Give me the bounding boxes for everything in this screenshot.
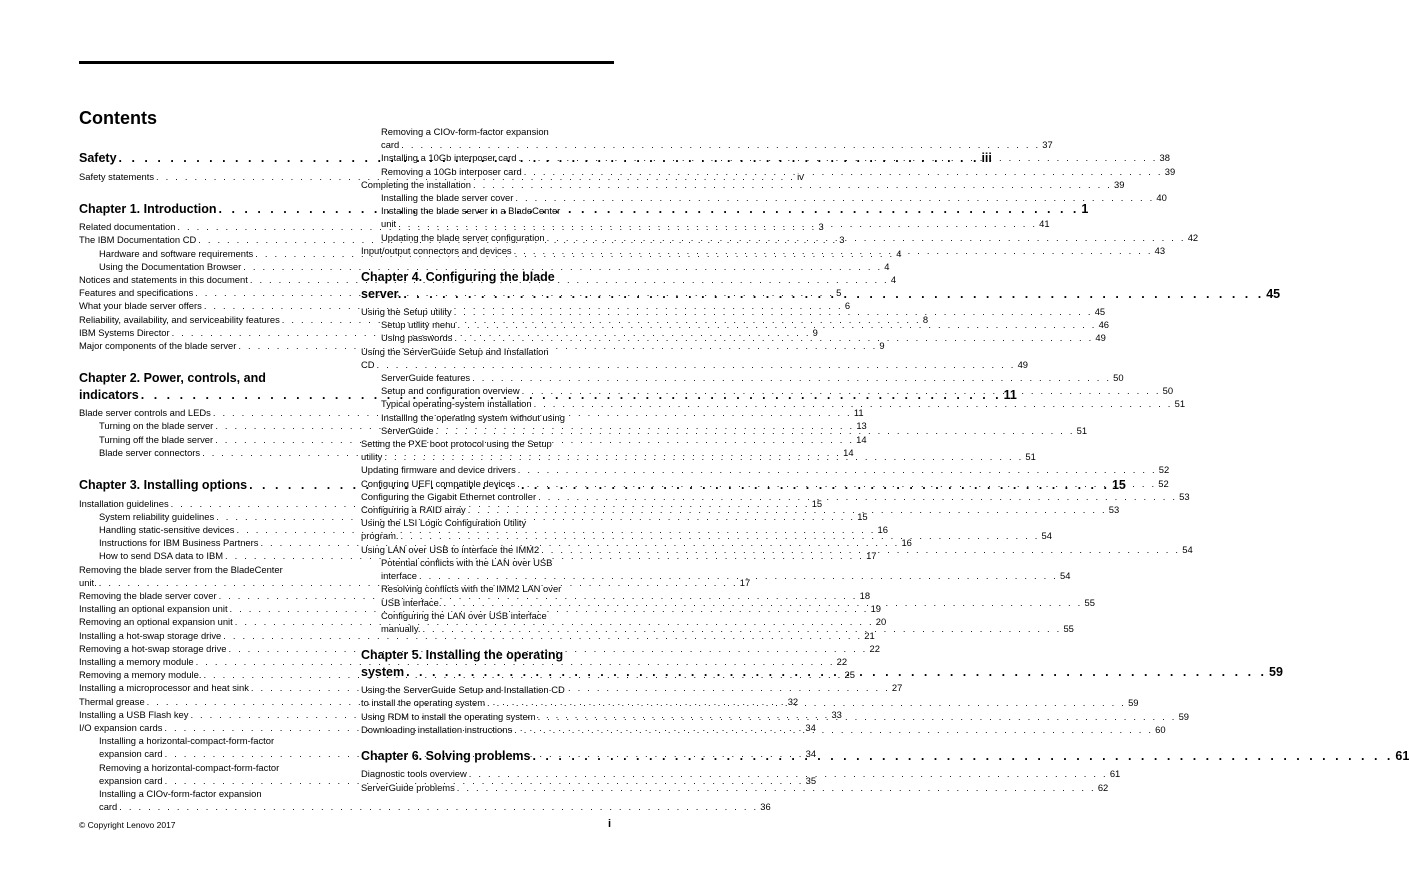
dot-leader [399,529,1040,542]
toc-page-number: 43 [1154,244,1166,256]
toc-entry-title-line: Handling static-sensitive devices [99,523,235,535]
toc-entry[interactable] [361,331,1106,344]
toc-entry-title-line: expansion card [99,748,163,760]
toc-entry-title-line: Safety [79,151,117,165]
toc-entry-title-line: utility [361,451,383,463]
toc-page-number: 62 [1097,781,1109,793]
toc-page-number: 34 [805,722,816,733]
toc-entry-title-line: Installation guidelines [79,497,169,509]
toc-entry[interactable] [79,629,875,642]
toc-entry-title-line: Installing a 10Gb interposer card [381,152,517,164]
toc-page-number: 8 [922,313,929,325]
toc-entry-title-line: Completing the installation [361,178,471,190]
dot-leader [520,384,1161,397]
toc-entry-title-line: Blade server connectors [99,446,201,458]
toc-entry-title-line: unit. [79,576,97,588]
toc-entry-title-line: Chapter 4. Configuring the blade [361,270,555,285]
toc-page-number: 1 [1081,201,1089,216]
toc-page-number: 14 [856,433,867,445]
toc-entry-title-line: Using the Documentation Browser [99,260,242,272]
toc-page-number: 15 [1111,478,1126,493]
dot-leader [516,463,1157,476]
toc-entry[interactable] [361,204,1050,230]
toc-entry-title-line: Installing a horizontal-compact-form-factor [99,735,275,747]
dot-leader [452,331,1093,344]
toc-entry-title-line: I/O expansion cards [79,722,163,733]
toc-entry-title-line: ServerGuide features [381,372,471,384]
toc-page-number: 15 [857,510,868,522]
toc-entry-title-line: server. [361,286,402,301]
toc-page-number: 59 [1269,664,1283,679]
toc-entry-title-line: unit [381,218,397,230]
toc-entry-title-line: indicators [79,387,139,402]
dot-leader [545,231,1186,244]
toc-page-number: 53 [1179,490,1190,502]
dot-leader [420,622,1061,635]
toc-page-number: 5 [836,287,842,299]
toc-entry-title-line: Thermal grease [79,695,145,707]
toc-entry-title-line: ServerGuide [381,424,434,436]
toc-entry-title-line: to install the operating system [361,697,486,709]
toc-entry-title-line: card [381,139,400,151]
toc-page-number: 55 [1063,622,1074,634]
toc-page-number: 45 [1094,306,1106,318]
toc-page-number: 53 [1108,504,1120,516]
toc-page-number: 22 [836,655,848,667]
toc-entry-title-line: Diagnostic tools overview [361,768,467,780]
toc-page-number: 3 [839,234,845,246]
toc-entry[interactable] [361,191,1167,204]
top-rule [79,61,614,64]
dot-leader [470,371,1111,384]
toc-entry-title-line: ServerGuide problems [361,781,455,793]
toc-page-number: 4 [896,247,902,259]
dot-leader [455,781,1096,794]
toc-entry-title-line: The IBM Documentation CD [79,234,197,246]
toc-entry-title-line: Chapter 3. Installing options [79,478,248,493]
toc-page-number: 52 [1158,464,1170,476]
toc-entry-title-line: Chapter 1. Introduction [79,201,217,216]
toc-page-number: 4 [884,260,890,272]
dot-leader [375,358,1016,371]
toc-entry-title-line: Installing an optional expansion unit [79,603,228,615]
toc-entry-title-line: IBM Systems Director [79,326,170,338]
dot-leader [117,800,758,813]
toc-page-number: 18 [859,589,871,601]
toc-page-number: 34 [805,748,817,760]
toc-entry-title-line: Notices and statements in this document [79,274,248,286]
dot-leader [530,748,1393,765]
toc-page-number: 61 [1395,748,1409,763]
toc-entry-title-line: Setup and configuration overview [381,385,520,397]
toc-entry-title-line: card [99,801,118,813]
toc-entry[interactable] [361,397,1186,410]
toc-entry-title-line: Removing a memory module. [79,669,202,681]
dot-leader [441,596,1082,609]
toc-entry-title-line: Installing the operating system without using [381,411,565,423]
dot-leader [471,178,1112,191]
toc-entry-title-line: Using LAN over USB to interface the IMM2 [361,543,540,555]
toc-entry-title-line: Installing a hot-swap storage drive [79,629,222,641]
toc-entry-title-line: Chapter 2. Power, controls, and [79,371,266,386]
toc-entry[interactable] [361,244,1166,257]
toc-entry-title-line: Blade server controls and LEDs [79,407,211,419]
page-title: Contents [79,108,157,128]
toc-entry-title-line: Using the ServerGuide Setup and Installation [361,345,549,357]
toc-entry-title-line: Configuring a RAID array [361,504,466,516]
toc-entry-title-line: Input/output connectors and devices [361,244,512,256]
dot-leader [417,569,1058,582]
toc-page-number: iv [797,170,804,182]
toc-entry-title-line: Using the LSI Logic Configuration Utility [361,517,527,529]
toc-entry-title-line: manually. [381,622,421,634]
toc-entry-title-line: Features and specifications [79,287,194,299]
toc-entry-title-line: Setup utility menu [381,319,456,331]
toc-entry-title-line: What your blade server offers [79,300,202,312]
toc-page-number: 4 [890,274,897,286]
toc-entry[interactable] [361,231,1199,244]
toc-page-number: 51 [1076,424,1088,436]
toc-entry-title-line: Downloading installation instructions [361,723,513,735]
toc-entry-title-line: Updating firmware and device drivers [361,464,516,476]
toc-entry-title-line: Installing a CIOv-form-factor expansion [99,788,262,800]
toc-page-number: 59 [1178,710,1190,722]
toc-page-number: 15 [811,497,823,509]
toc-entry-title-line: Related documentation [79,221,176,233]
toc-entry-title-line: How to send DSA data to IBM [99,550,224,562]
toc-page-number: 39 [1114,178,1125,190]
toc-page-number: 16 [901,537,912,549]
toc-entry-title-line: Installing a memory module [79,655,194,667]
toc-page-number: 50 [1113,372,1124,384]
toc-page-number: 21 [864,629,875,641]
toc-page-number: 3 [818,221,824,233]
toc-entry-title-line: Installing the blade server in a BladeCenter [381,205,561,217]
toc-entry-title-line: Using passwords [381,332,453,344]
toc-entry-title-line: Updating the blade server configuration [381,231,545,243]
toc-page-number: 9 [879,340,885,352]
toc-entry-title-line: Installing the blade server cover [381,192,514,204]
toc-page-number: 60 [1155,723,1166,735]
toc-entry-title-line: Removing a horizontal-compact-form-factor [99,761,280,773]
toc-page-number: 33 [831,708,842,720]
toc-entry[interactable] [361,371,1124,384]
toc-page-number: 39 [1164,165,1176,177]
dot-leader [404,664,1267,681]
toc-entry-title-line: Chapter 6. Solving problems [361,748,531,763]
dot-leader [515,477,1156,490]
toc-entry-title-line: Removing a CIOv-form-factor expansion [381,126,549,137]
toc-page-number: 45 [1266,286,1281,301]
footer-copyright: © Copyright Lenovo 2017 [79,820,176,830]
toc-entry-title-line: Using the ServerGuide Setup and Installation CD [361,684,565,696]
toc-page-number: 37 [1042,139,1053,151]
toc-page-number: 9 [812,326,818,338]
dot-leader [466,503,1107,516]
dot-leader [513,191,1154,204]
toc-page-number: 59 [1128,697,1139,709]
toc-page-number: 54 [1041,530,1052,542]
toc-entry-title-line: Configuring UEFI compatible devices [361,477,516,489]
toc-entry-title-line: Removing the blade server from the BladeCenter [79,563,283,575]
toc-page-number: 25 [844,669,855,681]
toc-entry-title-line: Using RDM to install the operating system [361,710,536,722]
toc-page-number: 36 [760,801,771,813]
toc-page-number: 55 [1084,596,1095,608]
toc-entry-title-line: CD [361,358,375,370]
toc-entry[interactable] [79,260,890,273]
dot-leader [532,397,1173,410]
toc-entry-title-line: Reliability, availability, and serviceability features [79,313,280,325]
toc-entry-title-line: Installing a USB Flash key [79,708,189,720]
toc-page-number: 50 [1162,385,1174,397]
toc-entry-title-line: Major components of the blade server [79,340,237,352]
dot-leader [396,217,1037,230]
dot-leader [485,696,1126,709]
dot-leader [522,165,1163,178]
toc-entry[interactable] [79,642,880,655]
toc-entry-title-line: Setting the PXE boot protocol using the Setup [361,438,552,450]
dot-leader [536,490,1177,503]
toc-page-number: 46 [1098,319,1109,331]
toc-page-number: 38 [1159,152,1170,164]
dot-leader [512,723,1153,736]
toc-entry-title-line: system [361,664,405,679]
dot-leader [399,138,1040,151]
toc-page-number: 51 [1174,398,1186,410]
toc-page-number: 61 [1109,768,1121,780]
toc-page-number: 49 [1017,358,1029,370]
toc-page-number: 54 [1060,570,1071,582]
toc-page-number: 13 [856,420,867,432]
dot-leader [452,305,1093,318]
toc-entry[interactable] [361,345,1029,371]
toc-page-number: 35 [805,774,817,786]
toc-page-number: 42 [1187,231,1199,243]
toc-entry-title-line: Removing a hot-swap storage drive [79,642,227,654]
toc-page-number: 40 [1156,192,1167,204]
toc-entry[interactable] [361,125,1053,151]
dot-leader [512,244,1153,257]
toc-page-number: 20 [875,616,887,628]
dot-leader [539,543,1180,556]
toc-entry-title-line: Removing an optional expansion unit [79,616,233,628]
dot-leader [434,424,1075,437]
toc-entry-title-line: Configuring the Gigabit Ethernet controller [361,490,537,502]
toc-page-number: 54 [1182,543,1193,555]
toc-page-number: 22 [869,642,880,654]
toc-entry[interactable] [361,463,1170,476]
toc-entry-title-line: Resolving conflicts with the IMM2 LAN over [381,583,562,595]
toc-entry[interactable] [361,305,1106,318]
toc-entry-title-line: Typical operating-system installation [381,398,532,410]
toc-entry[interactable] [361,781,1109,794]
toc-entry-title-line: Configuring the LAN over USB interface [381,609,547,621]
toc-page-number: iii [981,151,992,165]
toc-entry-title-line: Instructions for IBM Business Partners [99,537,259,549]
toc-entry-title-line: Safety statements [79,170,155,182]
dot-leader [382,450,1023,463]
toc-page-number: 17 [739,576,751,588]
toc-entry-title-line: Hardware and software requirements [99,247,254,259]
toc-chapter-entry[interactable] [361,269,1281,302]
toc-page-number: 32 [787,695,799,707]
toc-entry-title-line: Using the Setup utility [361,306,452,318]
toc-entry-title-line: Potential conflicts with the LAN over USB [381,556,553,568]
toc-page-number: 14 [843,446,854,458]
toc-entry-title-line: Turning off the blade server [99,433,214,445]
dot-leader [467,767,1108,780]
toc-page-number: 11 [1003,387,1017,402]
toc-entry-title-line: Removing the blade server cover [79,589,217,601]
toc-entry-title-line: USB interface. [381,596,442,608]
toc-entry-title-line: Turning on the blade server [99,420,214,432]
toc-page-number: 52 [1158,477,1169,489]
toc-page-number: 11 [853,407,864,419]
toc-page-number: 19 [870,603,882,615]
toc-page-number: 51 [1025,451,1036,463]
toc-entry-title-line: System reliability guidelines [99,510,215,522]
toc-page-number: 49 [1095,332,1106,344]
dot-leader [536,710,1177,723]
toc-page-number: 17 [866,550,877,562]
toc-page-number: 6 [844,300,851,312]
toc-page-number: 16 [877,523,888,535]
footer-page-number: i [608,818,612,830]
dot-leader [401,286,1264,303]
toc-page-number: 41 [1039,218,1050,230]
toc-entry-title-line: Chapter 5. Installing the operating [361,648,564,663]
toc-page-number: 27 [891,682,903,694]
toc-entry-title-line: Removing a 10Gb interposer card [381,165,522,177]
toc-entry-title-line: interface [381,570,417,582]
toc-entry-title-line: Installing a microprocessor and heat sink [79,682,249,694]
toc-entry-title-line: program. [361,530,399,542]
dot-leader [517,151,1158,164]
toc-entry-title-line: expansion card [99,774,163,786]
toc-entry[interactable] [361,318,1109,331]
toc-entry[interactable] [361,178,1125,191]
dot-leader [456,318,1097,331]
